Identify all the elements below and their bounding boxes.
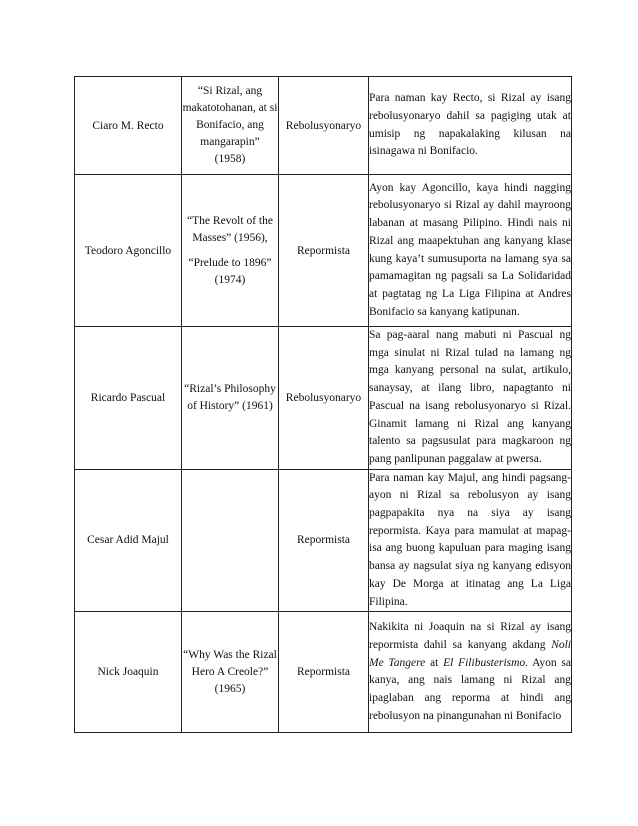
table-row — [75, 327, 572, 470]
work-year: (1958) — [214, 153, 246, 165]
historian-name: Ricardo Pascual — [75, 327, 182, 470]
work-title: “Si Rizal, ang makatotohanan, at si Bonifacio, ang mangarapin” — [182, 85, 278, 148]
historian-name: Ciaro M. Recto — [75, 77, 182, 175]
description-text: at — [425, 656, 444, 669]
historians-table — [74, 76, 572, 733]
work-title: “Rizal’s Philosophy of History” (1961) — [184, 382, 276, 412]
work-title: “The Revolt of the Masses” (1956), — [187, 214, 273, 244]
work-year: (1965) — [214, 682, 246, 695]
table-row — [75, 77, 572, 175]
historian-name: Teodoro Agoncillo — [75, 175, 182, 327]
table-row — [75, 469, 572, 612]
table-row — [75, 612, 572, 733]
book-title-fili: El Filibusterismo — [443, 656, 526, 669]
historian-name: Cesar Adid Majul — [75, 469, 182, 612]
work-cell — [182, 469, 279, 612]
description-cell — [369, 612, 572, 733]
description-text: . Ayon sa kanya, ang nais lamang ni Rizal ang ipaglaban ang reporma at hindi ang rebolusyon na pinangunahan ni Bonifacio — [369, 656, 571, 722]
book-title-noli: Noli Me Tangere — [369, 638, 571, 669]
stance-cell: Rebolusyonaryo — [279, 77, 369, 175]
stance-cell: Repormista — [279, 175, 369, 327]
historian-name: Nick Joaquin — [75, 612, 182, 733]
stance-cell: Repormista — [279, 469, 369, 612]
work-cell — [182, 612, 279, 733]
description-cell: Para naman kay Recto, si Rizal ay isang rebolusyonaryo dahil sa pagiging utak at umisip ng napakalaking kilusan na isinagawa ni Bonifacio. — [369, 77, 572, 175]
stance-cell: Repormista — [279, 612, 369, 733]
table-row — [75, 175, 572, 327]
work-cell — [182, 175, 279, 327]
work-title: “Prelude to 1896” (1974) — [188, 256, 272, 286]
description-text: Nakikita ni Joaquin na si Rizal ay isang repormista dahil sa kanyang akdang — [369, 621, 571, 651]
description-cell: Ayon kay Agoncillo, kaya hindi nagging rebolusyonaryo si Rizal ay dahil mayroong labanan at masang Pilipino. Hindi nais ni Rizal ang maapektuhan ang kanyang klase kung kaya’t sumusuporta na lamang sya sa pamamagitan ng pagsali sa La Solidaridad at pagtatag ng La Liga Filipina at Andres Bonifacio sa kanyang katipunan. — [369, 175, 572, 327]
description-cell: Para naman kay Majul, ang hindi pagsang-ayon ni Rizal sa rebolusyon ay isang pagpapakita nya na siya ay isang repormista. Kaya para mamulat at mapag-isa ang buong kapuluan para maging isang bansa ay nagsulat siya ng kanyang edisyon kay De Morga at itinatag ang La Liga Filipina. — [369, 469, 572, 612]
work-title: “Why Was the Rizal Hero A Creole?” — [183, 648, 277, 678]
stance-cell: Rebolusyonaryo — [279, 327, 369, 470]
description-cell: Sa pag-aaral nang mabuti ni Pascual ng mga sinulat ni Rizal tulad na lamang ng mga kanyang personal na sulat, artikulo, sanaysay, at ilang libro, napagtanto ni Pascual na isang rebolusyonaryo si Rizal. Ginamit lamang ni Rizal ang kanyang talento sa pagsusulat para magkaroon ng pang panlipunan paggalaw at pwersa. — [369, 327, 572, 470]
work-cell — [182, 77, 279, 175]
work-cell — [182, 327, 279, 470]
